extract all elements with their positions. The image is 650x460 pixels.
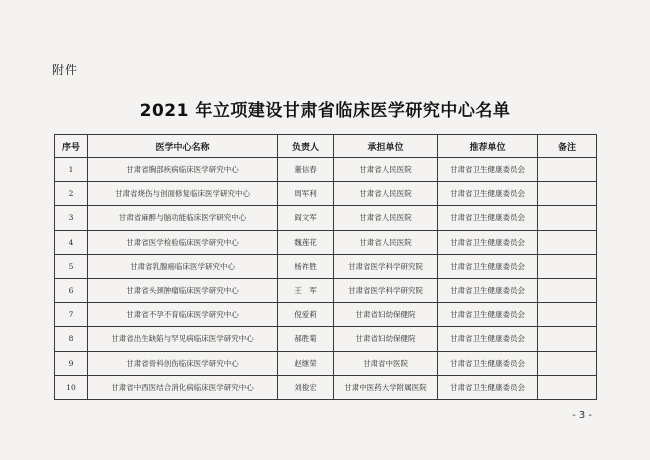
cell-organization: 甘肃中医药大学附属医院 [334,375,438,399]
cell-no: 7 [55,303,88,327]
header-recommender: 推荐单位 [438,135,538,158]
cell-recommender: 甘肃省卫生健康委员会 [438,351,538,375]
cell-note [538,230,597,254]
cell-recommender: 甘肃省卫生健康委员会 [438,230,538,254]
header-note: 备注 [538,135,597,158]
header-lead: 负责人 [278,135,334,158]
table-row [55,230,597,254]
cell-note [538,375,597,399]
cell-no: 6 [55,278,88,302]
cell-note [538,327,597,351]
cell-lead: 倪爱莉 [278,303,334,327]
attachment-label: 附件 [52,63,79,77]
cell-center-name: 甘肃省医学检验临床医学研究中心 [88,230,278,254]
cell-center-name: 甘肃省胸部疾病临床医学研究中心 [88,158,278,182]
cell-organization: 甘肃省人民医院 [334,182,438,206]
cell-note [538,182,597,206]
table-row [55,254,597,278]
table-row [55,375,597,399]
cell-center-name: 甘肃省不孕不育临床医学研究中心 [88,303,278,327]
cell-no: 4 [55,230,88,254]
cell-recommender: 甘肃省卫生健康委员会 [438,278,538,302]
cell-organization: 甘肃省人民医院 [334,206,438,230]
cell-lead: 阎文军 [278,206,334,230]
cell-recommender: 甘肃省卫生健康委员会 [438,158,538,182]
table-row [55,278,597,302]
cell-no: 2 [55,182,88,206]
cell-no: 5 [55,254,88,278]
cell-lead: 董信春 [278,158,334,182]
document-title: 2021 年立项建设甘肃省临床医学研究中心名单 [139,101,511,121]
cell-center-name: 甘肃省麻醉与脑功能临床医学研究中心 [88,206,278,230]
cell-lead: 郝胜菊 [278,327,334,351]
cell-organization: 甘肃省医学科学研究院 [334,278,438,302]
cell-organization: 甘肃省妇幼保健院 [334,303,438,327]
header-no: 序号 [55,135,88,158]
cell-recommender: 甘肃省卫生健康委员会 [438,375,538,399]
cell-center-name: 甘肃省骨科创伤临床医学研究中心 [88,351,278,375]
cell-no: 3 [55,206,88,230]
table-row [55,303,597,327]
cell-organization: 甘肃省人民医院 [334,230,438,254]
cell-note [538,254,597,278]
table-row [55,158,597,182]
cell-organization: 甘肃省中医院 [334,351,438,375]
table-row [55,351,597,375]
cell-note [538,278,597,302]
cell-center-name: 甘肃省乳腺癌临床医学研究中心 [88,254,278,278]
header-center-name: 医学中心名称 [88,135,278,158]
cell-recommender: 甘肃省卫生健康委员会 [438,327,538,351]
cell-organization: 甘肃省医学科学研究院 [334,254,438,278]
table-row [55,327,597,351]
cell-recommender: 甘肃省卫生健康委员会 [438,303,538,327]
cell-recommender: 甘肃省卫生健康委员会 [438,182,538,206]
cell-lead: 王 军 [278,278,334,302]
cell-lead: 赵继荣 [278,351,334,375]
cell-center-name: 甘肃省中西医结合消化病临床医学研究中心 [88,375,278,399]
page-number: - 3 - [572,410,592,421]
cell-center-name: 甘肃省烧伤与创面修复临床医学研究中心 [88,182,278,206]
cell-lead: 魏莲花 [278,230,334,254]
center-list-table [54,134,597,400]
cell-lead: 杨祚胜 [278,254,334,278]
cell-lead: 刘俊宏 [278,375,334,399]
cell-lead: 周军利 [278,182,334,206]
table-row [55,206,597,230]
cell-center-name: 甘肃省头颈肿瘤临床医学研究中心 [88,278,278,302]
cell-recommender: 甘肃省卫生健康委员会 [438,254,538,278]
cell-note [538,303,597,327]
cell-center-name: 甘肃省出生缺陷与罕见病临床医学研究中心 [88,327,278,351]
cell-recommender: 甘肃省卫生健康委员会 [438,206,538,230]
cell-no: 1 [55,158,88,182]
header-organization: 承担单位 [334,135,438,158]
table-header-row [55,135,597,158]
cell-note [538,158,597,182]
cell-organization: 甘肃省妇幼保健院 [334,327,438,351]
cell-no: 9 [55,351,88,375]
cell-organization: 甘肃省人民医院 [334,158,438,182]
cell-note [538,206,597,230]
table-row [55,182,597,206]
cell-note [538,351,597,375]
cell-no: 10 [55,375,88,399]
cell-no: 8 [55,327,88,351]
